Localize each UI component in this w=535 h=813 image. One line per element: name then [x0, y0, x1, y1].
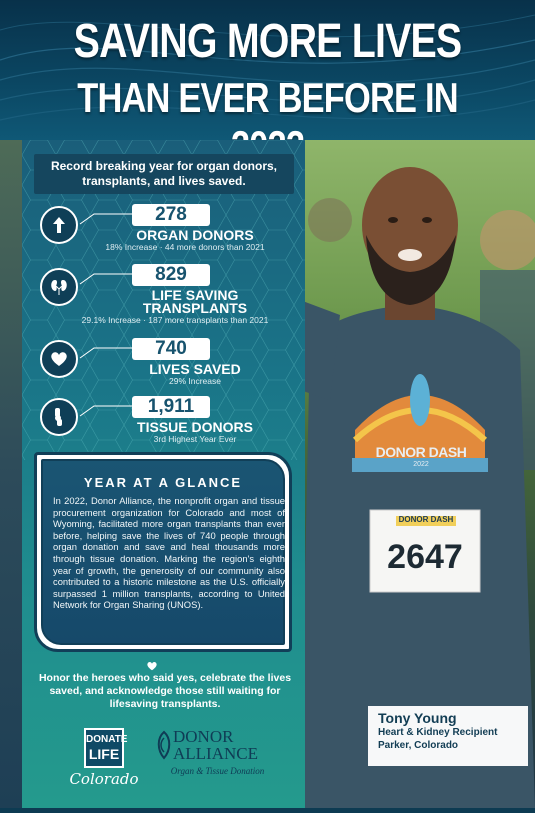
- stat-subtext: 18% Increase · 44 more donors than 2021: [105, 242, 265, 252]
- stat-subtext: 3rd Highest Year Ever: [153, 434, 237, 444]
- donor-alliance-tagline: Organ & Tissue Donation: [170, 766, 265, 776]
- stat-lives-saved: [34, 336, 296, 386]
- donate-life-colorado-logo: [58, 726, 150, 796]
- donor-alliance-logo: [155, 728, 280, 788]
- bone-joint-icon: [40, 398, 78, 436]
- stat-tissue-donors: [34, 394, 296, 444]
- header: [0, 0, 535, 140]
- shirt-year: 2022: [413, 461, 429, 468]
- glance-title: YEAR AT A GLANCE: [83, 475, 243, 490]
- photo-caption: [368, 706, 528, 766]
- banner-line2: transplants, and lives saved.: [82, 174, 246, 188]
- stat-number: 829: [132, 264, 210, 286]
- bib-header: DONOR DASH: [398, 515, 454, 524]
- donor-alliance-swirl-icon: [155, 730, 173, 760]
- stat-number: 1,911: [132, 396, 210, 418]
- stat-label: ORGAN DONORS: [136, 227, 254, 243]
- honor-message: Honor the heroes who said yes, celebrate the lives saved, and acknowledge those still waiting for lifesaving transplants.: [38, 672, 292, 710]
- donor-alliance-name: DONOR ALLIANCE: [173, 727, 258, 763]
- stat-label: LIVES SAVED: [149, 361, 241, 377]
- heart-icon: [40, 340, 78, 378]
- stat-transplants: [34, 262, 296, 326]
- bib-number: 2647: [387, 538, 463, 576]
- donate-life-state: Colorado: [69, 770, 139, 788]
- stat-organ-donors: [34, 202, 296, 252]
- page-title-line2: THAN EVER BEFORE IN: [77, 74, 458, 121]
- stat-label: TISSUE DONORS: [137, 419, 253, 435]
- stat-label: LIFE SAVING: [151, 287, 239, 303]
- stat-subtext: 29% Increase: [169, 376, 221, 386]
- caption-name: Tony Young: [378, 710, 457, 726]
- caption-role: Heart & Kidney Recipient: [378, 727, 498, 738]
- stat-number: 278: [132, 204, 210, 226]
- donate-life-mark: DONATE LIFE: [84, 728, 124, 768]
- glance-body: In 2022, Donor Alliance, the nonprofit organ and tissue procurement organization for Colorado and most of Wyoming, facilitated more organ transplants than ever before, helping save the lives of 740 people through organ donation and save and heal thousands more through tissue donation. Marking the region's eighth year of growth, the generosity of our community also contributed to a historic milestone as the U.S. officially surpassed 1 million transplants, according to United Network for Organ Sharing (UNOS).: [53, 495, 285, 611]
- year-at-a-glance-card: [34, 452, 292, 652]
- caption-location: Parker, Colorado: [378, 740, 459, 751]
- glance-inner: [41, 459, 285, 645]
- stat-subtext: 29.1% Increase · 187 more transplants than 2021: [81, 315, 269, 325]
- stat-number: 740: [132, 338, 210, 360]
- left-photo-strip: [0, 140, 22, 808]
- page-title-line1: SAVING MORE LIVES: [73, 15, 462, 68]
- shirt-text: DONOR DASH: [375, 444, 467, 460]
- small-heart-icon: [146, 660, 158, 671]
- banner-line1: Record breaking year for organ donors,: [50, 159, 278, 173]
- stat-label-line2: TRANSPLANTS: [142, 300, 248, 316]
- arrow-up-icon: [40, 206, 78, 244]
- kidneys-icon: [40, 268, 78, 306]
- record-banner: [34, 154, 294, 194]
